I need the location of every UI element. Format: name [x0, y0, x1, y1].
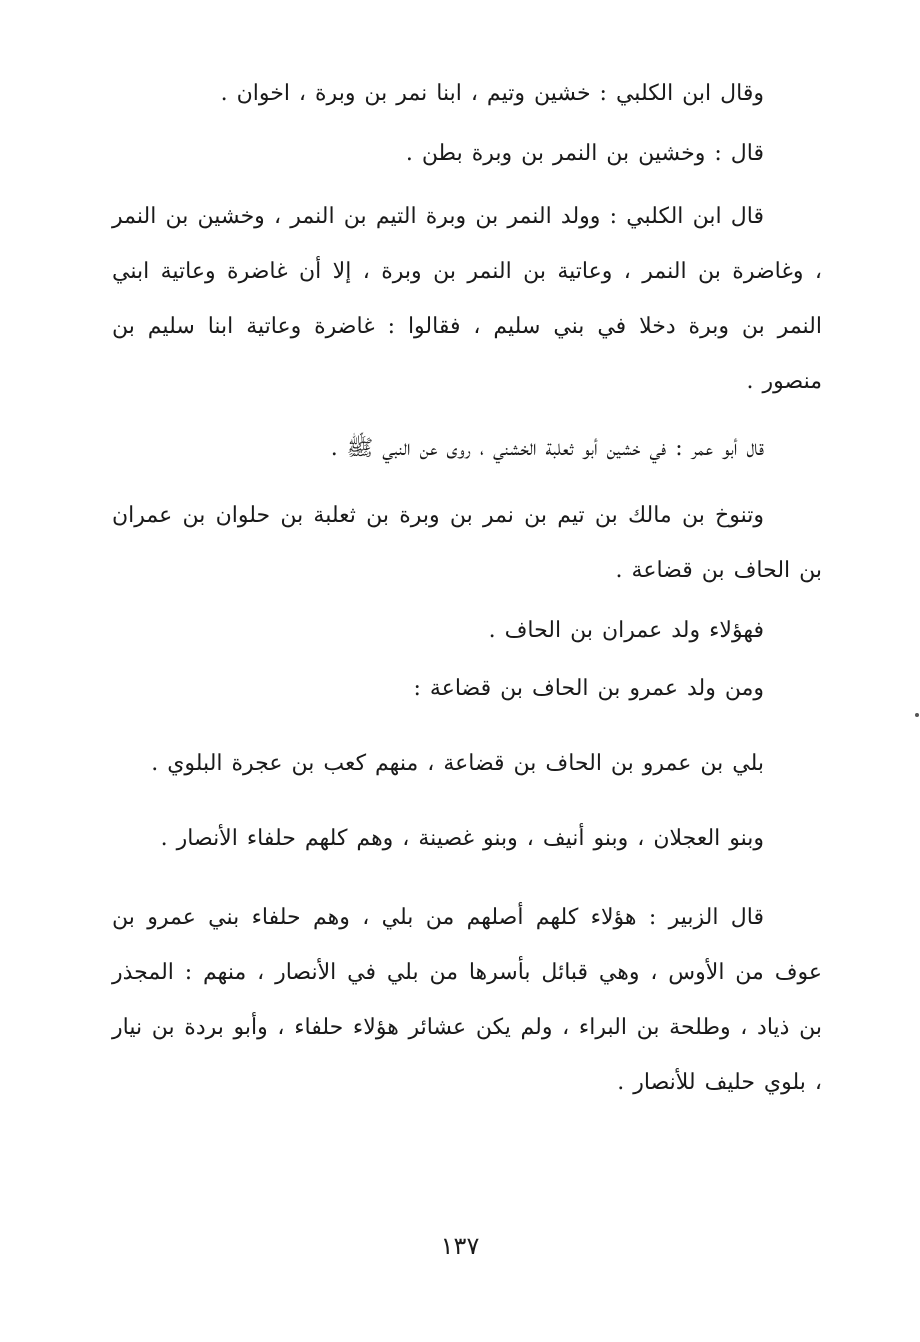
paragraph-7: ومن ولد عمرو بن الحاف بن قضاعة : [413, 676, 764, 701]
paragraph-1: وقال ابن الكلبي : خشين وتيم ، ابنا نمر بن وبرة ، اخوان . [220, 81, 764, 106]
paragraph-6: فهؤلاء ولد عمران بن الحاف . [488, 618, 764, 643]
paragraph-10: قال الزبير : هؤلاء كلهم أصلهم من بلي ، وهم حلفاء بني عمرو بن عوف من الأوس ، وهي قبائل بأسرها من بلي في الأنصار ، منهم : المجذر بن ذياد ، وطلحة بن البراء ، ولم يكن عشائر هؤلاء حلفاء ، وأبو بردة بن نيار ، بلوي حليف للأنصار . [112, 905, 822, 1095]
paragraph-8: بلي بن عمرو بن الحاف بن قضاعة ، منهم كعب بن عجرة البلوي . [151, 751, 764, 776]
paragraph-9: وبنو العجلان ، وبنو أنيف ، وبنو غصينة ، وهم كلهم حلفاء الأنصار . [160, 826, 764, 851]
paragraph-4: قال أبو عمر : في خشين أبو ثعلبة الخشني ، روى عن النبي ﷺ . [330, 436, 764, 461]
paragraph-2: قال : وخشين بن النمر بن وبرة بطن . [405, 141, 764, 166]
paragraph-5: وتنوخ بن مالك بن تيم بن نمر بن وبرة بن ثعلبة بن حلوان بن عمران بن الحاف بن قضاعة . [112, 503, 822, 583]
paragraph-3: قال ابن الكلبي : وولد النمر بن وبرة التيم بن النمر ، وخشين بن النمر ، وغاضرة بن النمر ، وعاتية بن النمر بن وبرة ، إلا أن غاضرة وعاتية ابني النمر بن وبرة دخلا في بني سليم ، فقالوا : غاضرة وعاتية ابنا سليم بن منصور . [112, 204, 822, 394]
margin-mark [915, 713, 919, 717]
page-number: ١٣٧ [440, 1232, 480, 1260]
page-body [112, 66, 822, 1110]
